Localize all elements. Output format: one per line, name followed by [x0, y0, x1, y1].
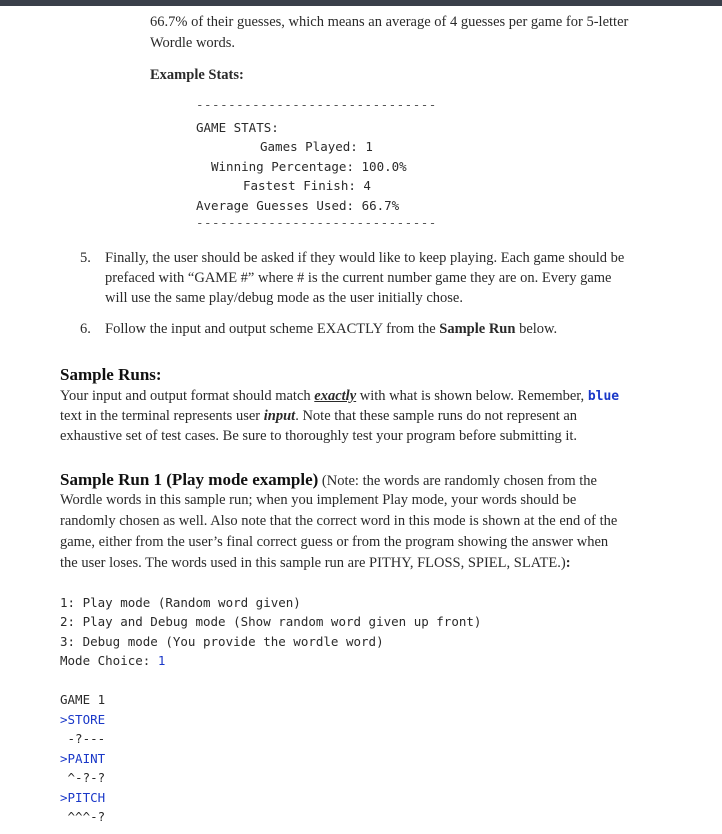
sample-run-1-colon: :	[565, 555, 571, 571]
sample-run-ref: Sample Run	[439, 321, 516, 337]
terminal-guess-2: >PAINT	[60, 751, 106, 766]
terminal-result-1: -?---	[60, 731, 106, 746]
terminal-menu-1: 1: Play mode (Random word given)	[60, 595, 301, 610]
sample-runs-line-1	[60, 388, 619, 405]
list-item-5-line-1: Finally, the user should be asked if they would like to keep playing. Each game should be	[105, 250, 625, 266]
sample-run-1-heading: Sample Run 1 (Play mode example)	[60, 470, 319, 489]
sample-run-1-note: (Note: the words are randomly chosen from the	[318, 473, 597, 489]
exactly-emphasis: exactly	[314, 388, 357, 404]
stats-average-guesses: Average Guesses Used: 66.7%	[196, 198, 400, 213]
sample-runs-line-2	[60, 408, 577, 425]
top-bar	[0, 0, 722, 6]
list-item-6-text: Follow the input and output scheme EXACTLY from the	[105, 321, 440, 337]
intro-line-2: Wordle words.	[150, 35, 236, 51]
intro-line-1: 66.7% of their guesses, which means an average of 4 guesses per game for 5-letter	[150, 14, 629, 30]
list-number-6: 6.	[80, 321, 91, 337]
mode-input: 1	[157, 653, 166, 668]
terminal-guess-1: >STORE	[60, 712, 106, 727]
terminal-menu-3: 3: Debug mode (You provide the wordle word)	[60, 634, 384, 649]
input-emphasis: input	[263, 408, 296, 424]
stats-games-played: Games Played: 1	[260, 139, 373, 154]
stats-fastest-finish: Fastest Finish: 4	[243, 178, 371, 193]
list-item-6-end: below.	[515, 321, 558, 337]
list-number-5: 5.	[80, 250, 91, 266]
sample-runs-text: Your input and output format should match	[60, 388, 315, 404]
stats-header: GAME STATS:	[196, 120, 279, 135]
stats-winning-percentage: Winning Percentage: 100.0%	[211, 159, 407, 174]
sample-runs-line-3: exhaustive set of test cases. Be sure to thoroughly test your program before submitting it.	[60, 428, 578, 444]
terminal-menu-2: 2: Play and Debug mode (Show random word given up front)	[60, 614, 482, 629]
sample-run-1-line-1	[60, 470, 597, 490]
terminal-game-label: GAME 1	[60, 692, 106, 707]
sample-runs-heading: Sample Runs:	[60, 365, 162, 384]
mode-prompt: Mode Choice:	[60, 653, 158, 668]
list-item-6	[105, 321, 557, 338]
sample-runs-text-2: with what is shown below. Remember,	[356, 388, 588, 404]
stats-dashes-bottom: ------------------------------	[196, 215, 437, 230]
sample-run-1-words: the user loses. The words used in this sample run are PITHY, FLOSS, SPIEL, SLATE.)	[60, 555, 566, 571]
list-item-5-line-2: prefaced with “GAME #” where # is the current number game they are on. Every game	[105, 270, 612, 286]
terminal-result-3: ^^^-?	[60, 809, 106, 824]
sample-run-1-line-5	[60, 555, 571, 572]
sample-run-1-line-3: randomly chosen as well. Also note that the correct word in this mode is shown at the end of the	[60, 513, 618, 529]
terminal-result-2: ^-?-?	[60, 770, 106, 785]
sample-run-1-line-2: Wordle words in this sample run; when you implement Play mode, your words should be	[60, 492, 577, 508]
sample-runs-text-3: text in the terminal represents user	[60, 408, 264, 424]
terminal-mode-choice	[60, 653, 165, 668]
sample-run-1-line-4: game, either from the user’s final correct guess or from the program showing the answer when	[60, 534, 609, 550]
blue-keyword: blue	[587, 389, 620, 404]
example-stats-label: Example Stats:	[150, 67, 244, 83]
list-item-5-line-3: will use the same play/debug mode as the user initially chose.	[105, 290, 463, 306]
terminal-guess-3: >PITCH	[60, 790, 106, 805]
stats-dashes-top: ------------------------------	[196, 97, 437, 112]
sample-runs-text-4: . Note that these sample runs do not represent an	[295, 408, 578, 424]
